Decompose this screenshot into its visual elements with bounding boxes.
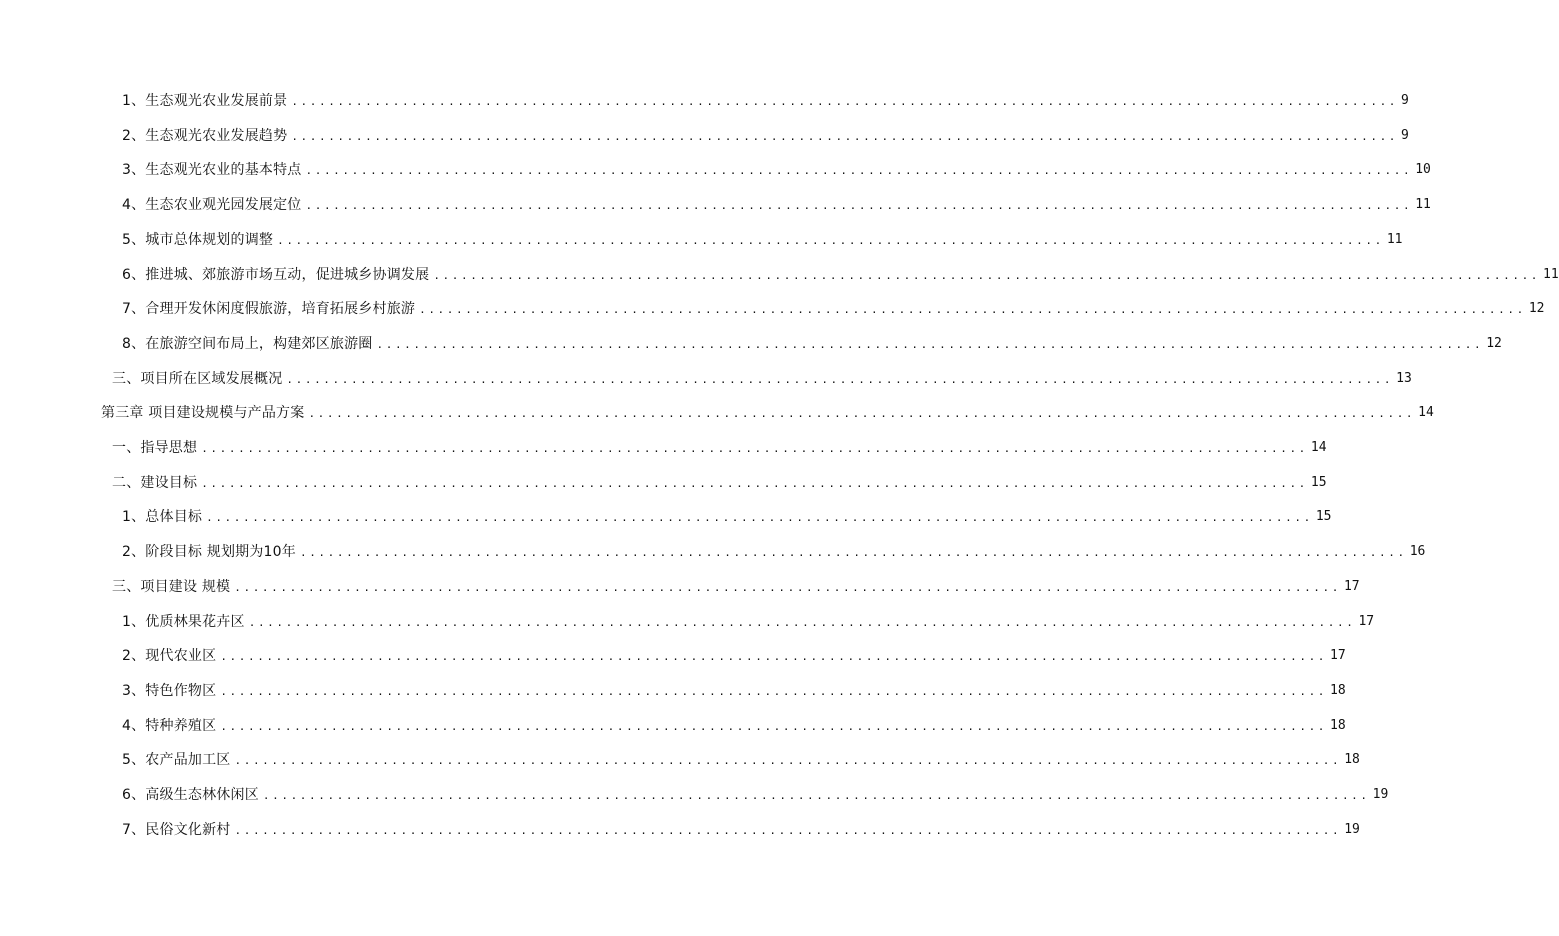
toc-dot-leader: ........................................................................................................................ (308, 407, 1416, 420)
toc-entry[interactable] (122, 676, 1346, 700)
toc-entry[interactable] (122, 121, 1409, 145)
toc-entry-title: 7、合理开发休闲度假旅游，培育拓展乡村旅游 (122, 301, 416, 317)
toc-dot-leader: ........................................................................................................................ (201, 477, 1308, 490)
toc-dot-leader: ........................................................................................................................ (234, 754, 1342, 767)
toc-entry-title: 二、建设目标 (112, 475, 198, 491)
toc-entry[interactable] (122, 711, 1346, 735)
toc-page-number: 14 (1310, 440, 1327, 455)
toc-entry[interactable] (112, 572, 1360, 596)
toc-page-number: 17 (1343, 579, 1360, 594)
toc-entry[interactable] (112, 433, 1327, 457)
toc-entry[interactable] (122, 86, 1409, 110)
toc-entry[interactable] (122, 260, 1559, 284)
toc-dot-leader: ........................................................................................................................ (376, 338, 1484, 351)
toc-dot-leader: ........................................................................................................................ (419, 303, 1526, 316)
toc-page-number: 18 (1344, 752, 1360, 767)
toc-entry-title: 1、优质林果花卉区 (122, 614, 245, 630)
toc-entry[interactable] (112, 364, 1412, 388)
toc-entry-title: 8、在旅游空间布局上，构建郊区旅游圈 (122, 336, 373, 352)
toc-entry[interactable] (122, 537, 1426, 561)
toc-dot-leader: ........................................................................................................................ (234, 581, 1341, 594)
toc-page-number: 10 (1415, 162, 1431, 177)
toc-page-number: 11 (1415, 197, 1431, 212)
toc-dot-leader: ........................................................................................................................ (277, 234, 1384, 247)
toc-entry[interactable] (122, 225, 1403, 249)
toc-entry-title: 第三章 项目建设规模与产品方案 (101, 405, 305, 421)
toc-page-number: 15 (1315, 509, 1332, 524)
toc-page-number: 17 (1330, 648, 1346, 663)
toc-entry[interactable] (122, 745, 1360, 769)
toc-entry-title: 三、项目所在区域发展概况 (112, 371, 283, 387)
toc-entry-title: 1、生态观光农业发展前景 (122, 93, 288, 109)
toc-page-number: 14 (1418, 405, 1434, 420)
toc-entry-title: 5、农产品加工区 (122, 752, 231, 768)
toc-entry-title: 1、总体目标 (122, 509, 203, 525)
toc-entry[interactable] (122, 294, 1545, 318)
toc-entry-title: 2、阶段目标 规划期为10年 (122, 544, 296, 560)
toc-dot-leader: ........................................................................................................................ (220, 685, 1328, 698)
toc-page-number: 12 (1486, 336, 1502, 351)
toc-entry[interactable] (122, 815, 1360, 839)
toc-entry-title: 3、特色作物区 (122, 683, 217, 699)
toc-dot-leader: ........................................................................................................................ (305, 164, 1413, 177)
toc-dot-leader: ........................................................................................................................ (248, 616, 1356, 629)
toc-dot-leader: ........................................................................................................................ (206, 511, 1313, 524)
toc-page-number: 17 (1358, 614, 1375, 629)
toc-page-number: 13 (1396, 371, 1412, 386)
toc-dot-leader: ........................................................................................................................ (299, 546, 1407, 559)
toc-dot-leader: ........................................................................................................................ (286, 373, 1394, 386)
toc-entry[interactable] (122, 607, 1375, 631)
toc-entry-title: 2、生态观光农业发展趋势 (122, 128, 288, 144)
toc-entry[interactable] (101, 398, 1434, 422)
toc-entry-title: 三、项目建设 规模 (112, 579, 231, 595)
toc-page-number: 9 (1401, 128, 1409, 143)
toc-dot-leader: ........................................................................................................................ (201, 442, 1308, 455)
toc-dot-leader: ........................................................................................................................ (291, 130, 1399, 143)
toc-entry[interactable] (122, 155, 1431, 179)
toc-entry-title: 6、高级生态林休闲区 (122, 787, 259, 803)
toc-page-number: 16 (1409, 544, 1426, 559)
toc-entry-title: 7、民俗文化新村 (122, 822, 231, 838)
toc-dot-leader: ........................................................................................................................ (220, 720, 1328, 733)
toc-dot-leader: ........................................................................................................................ (433, 269, 1541, 282)
toc-page-number: 11 (1543, 267, 1559, 282)
toc-entry-title: 5、城市总体规划的调整 (122, 232, 274, 248)
toc-page-number: 15 (1310, 475, 1327, 490)
toc-entry-title: 4、特种养殖区 (122, 718, 217, 734)
toc-page-number: 19 (1372, 787, 1389, 802)
toc-page-number: 18 (1330, 683, 1346, 698)
toc-entry[interactable] (122, 502, 1332, 526)
toc-page-number: 9 (1401, 93, 1409, 108)
toc-entry[interactable] (122, 641, 1346, 665)
toc-entry[interactable] (112, 468, 1327, 492)
toc-entry-title: 一、指导思想 (112, 440, 198, 456)
toc-entry-title: 6、推进城、郊旅游市场互动，促进城乡协调发展 (122, 267, 430, 283)
toc-page-number: 18 (1330, 718, 1346, 733)
toc-page-number: 11 (1386, 232, 1403, 247)
toc-dot-leader: ........................................................................................................................ (305, 199, 1413, 212)
toc-entry[interactable] (122, 329, 1502, 353)
toc-entry[interactable] (122, 190, 1431, 214)
toc-entry[interactable] (122, 780, 1389, 804)
toc-entry-title: 3、生态观光农业的基本特点 (122, 162, 302, 178)
toc-dot-leader: ........................................................................................................................ (262, 789, 1370, 802)
toc-dot-leader: ........................................................................................................................ (291, 95, 1399, 108)
toc-page-number: 12 (1528, 301, 1545, 316)
toc-entry-title: 2、现代农业区 (122, 648, 217, 664)
toc-dot-leader: ........................................................................................................................ (220, 650, 1328, 663)
toc-entry-title: 4、生态农业观光园发展定位 (122, 197, 302, 213)
toc-page-number: 19 (1344, 822, 1360, 837)
toc-dot-leader: ........................................................................................................................ (234, 824, 1342, 837)
